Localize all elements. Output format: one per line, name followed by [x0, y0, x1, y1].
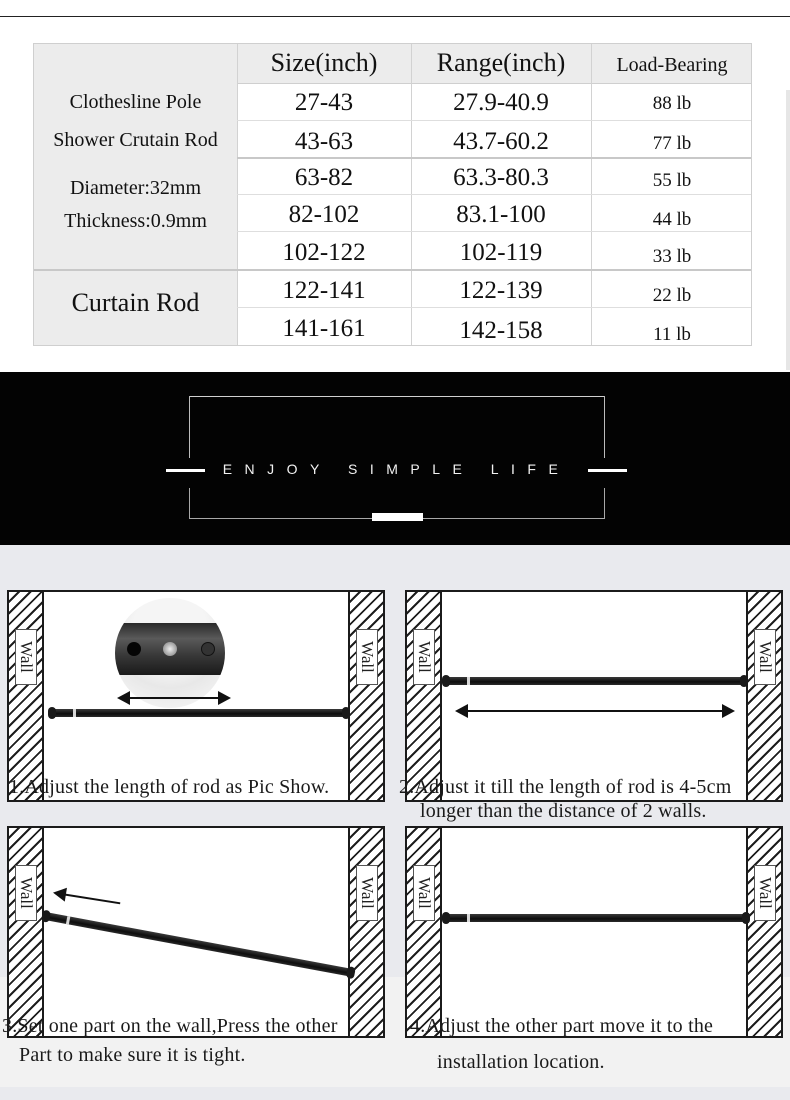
wall-right — [348, 592, 383, 800]
tension-rod — [445, 914, 747, 922]
row-divider — [237, 120, 751, 121]
dash-left — [166, 469, 205, 472]
step-3-caption-line-2: Part to make sure it is tight. — [19, 1044, 246, 1066]
top-divider — [0, 16, 790, 17]
cell-size: 27-43 — [294, 89, 354, 116]
frame-line — [604, 396, 605, 458]
adjust-hole — [127, 642, 141, 656]
cell-load: 55 lb — [652, 170, 692, 191]
frame-line — [189, 396, 605, 397]
label-clothesline-pole: Clothesline Pole — [69, 91, 202, 113]
step-4-caption-line-1: 4.Adjust the other part move it to the — [410, 1015, 714, 1037]
spring-button — [163, 642, 177, 656]
cell-range: 122-139 — [459, 277, 543, 304]
cell-range: 27.9-40.9 — [453, 89, 549, 116]
step-3-illustration — [7, 826, 385, 1038]
cell-load: 33 lb — [652, 246, 692, 267]
cell-range: 142-158 — [459, 317, 543, 344]
step-2-caption-line-2: longer than the distance of 2 walls. — [420, 800, 707, 822]
tension-rod — [445, 677, 745, 685]
wall-right — [348, 828, 383, 1036]
tension-rod — [51, 709, 347, 717]
wall-left — [9, 592, 44, 800]
label-curtain-rod: Curtain Rod — [71, 288, 200, 317]
cell-load: 22 lb — [652, 285, 692, 306]
row-divider — [237, 307, 751, 308]
cell-range: 102-119 — [459, 239, 543, 266]
cell-size: 141-161 — [282, 315, 366, 342]
label-diameter: Diameter:32mm — [69, 177, 202, 199]
wall-label: Wall — [754, 865, 776, 921]
rod-detail-magnifier — [115, 598, 225, 708]
cell-load: 44 lb — [652, 209, 692, 230]
step-2-illustration — [405, 590, 783, 802]
wall-left — [407, 592, 442, 800]
wall-right — [746, 828, 781, 1036]
tension-rod-tilted — [44, 912, 352, 977]
step-4-illustration — [405, 826, 783, 1038]
step-3-caption-line-1: 3.Set one part on the wall,Press the other — [2, 1015, 338, 1037]
cell-load: 11 lb — [653, 324, 691, 345]
cell-size: 102-122 — [282, 239, 366, 266]
wall-left — [9, 828, 44, 1036]
wall-label: Wall — [413, 629, 435, 685]
row-divider — [237, 157, 751, 159]
cell-size: 122-141 — [282, 277, 366, 304]
wall-label: Wall — [754, 629, 776, 685]
frame-tab — [372, 513, 423, 521]
tagline-text: ENJOY SIMPLE LIFE — [222, 461, 571, 477]
header-range: Range(inch) — [436, 48, 566, 77]
arrow-left-icon — [55, 892, 121, 904]
wall-label: Wall — [356, 629, 378, 685]
size-spec-table — [33, 43, 752, 346]
cell-range: 83.1-100 — [456, 201, 546, 228]
row-divider — [237, 194, 751, 195]
adjust-hole — [201, 642, 215, 656]
header-load-bearing: Load-Bearing — [616, 54, 728, 76]
tagline-banner — [0, 372, 790, 545]
label-thickness: Thickness:0.9mm — [64, 210, 207, 232]
frame-line — [189, 396, 190, 458]
cell-range: 43.7-60.2 — [453, 128, 549, 155]
cell-size: 82-102 — [288, 201, 360, 228]
header-size: Size(inch) — [270, 48, 378, 77]
label-shower-curtain-rod: Shower Crutain Rod — [53, 129, 218, 151]
wall-label: Wall — [15, 629, 37, 685]
step-4-caption-line-2: installation location. — [437, 1051, 605, 1073]
cell-size: 63-82 — [294, 164, 354, 191]
wall-label: Wall — [15, 865, 37, 921]
step-1-illustration — [7, 590, 385, 802]
double-arrow-icon — [457, 710, 733, 712]
cell-size: 43-63 — [294, 128, 354, 155]
step-2-caption-line-1: 2.Adjust it till the length of rod is 4-5cm — [399, 776, 732, 798]
wall-label: Wall — [356, 865, 378, 921]
frame-line — [604, 488, 605, 519]
cell-range: 63.3-80.3 — [453, 164, 549, 191]
cell-load: 77 lb — [652, 133, 692, 154]
group-divider — [34, 269, 751, 271]
edge-shadow — [786, 90, 790, 370]
double-arrow-icon — [119, 697, 229, 699]
step-1-caption: 1.Adjust the length of rod as Pic Show. — [9, 776, 330, 798]
cell-load: 88 lb — [652, 93, 692, 114]
wall-right — [746, 592, 781, 800]
frame-line — [189, 488, 190, 519]
wall-left — [407, 828, 442, 1036]
row-divider — [237, 231, 751, 232]
wall-label: Wall — [413, 865, 435, 921]
dash-right — [588, 469, 627, 472]
